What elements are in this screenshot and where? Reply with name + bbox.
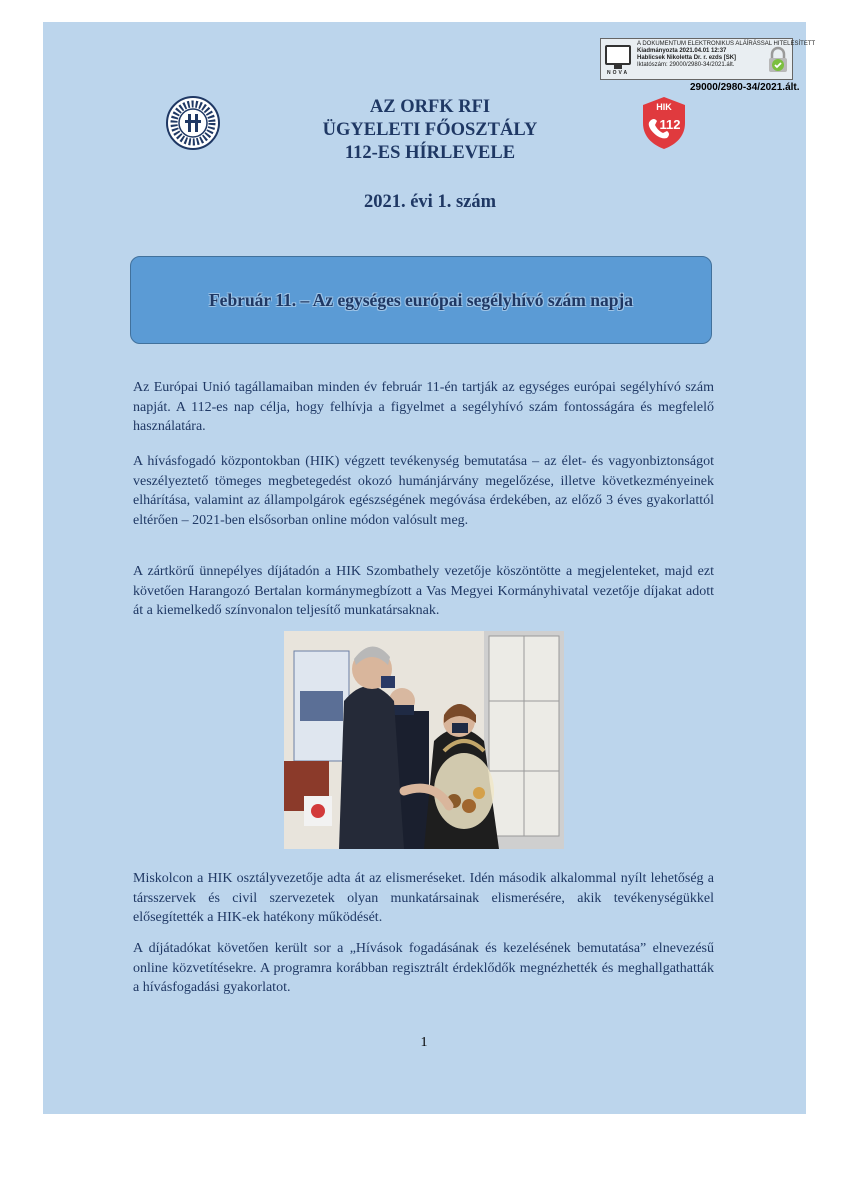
hik-112-text: 112 bbox=[659, 117, 681, 132]
header-line-2: ÜGYELETI FŐOSZTÁLY bbox=[322, 120, 538, 140]
award-ceremony-photo bbox=[284, 631, 564, 849]
padlock-check-icon bbox=[767, 47, 789, 73]
paragraph-2: A hívásfogadó központokban (HIK) végzett tevékenység bemutatása – az élet- és vagyonbiztonságot veszélyeztető tömeges megbetegedést okozó humánjárvány megelőzése, illetve következményeinek elhárítása, valamint az állampolgárok egészségének megóvása érdekében, az előző 3 éves gyakorlattól eltérően – 2021-ben elsősorban online módon valósult meg. bbox=[133, 454, 714, 528]
stamp-brand: NOVA bbox=[607, 70, 630, 76]
page-number: 1 bbox=[420, 1035, 428, 1050]
informatics-department-logo bbox=[166, 96, 220, 150]
reference-number: 29000/2980-34/2021.ált. bbox=[690, 82, 800, 93]
paragraph-1: Az Európai Unió tagállamaiban minden év február 11-én tartják az egységes európai segélyhívó szám napját. A 112-es nap célja, hogy felhívja a figyelmet a segélyhívó szám fontosságára és megfelelő használatára. bbox=[133, 380, 714, 434]
header-line-3: 112-ES HÍRLEVELE bbox=[344, 143, 516, 163]
hik-112-logo bbox=[640, 95, 688, 151]
newsletter-header bbox=[230, 96, 630, 165]
hik-badge-text: HIK bbox=[656, 102, 672, 112]
stamp-line-2: Kiadmányozta 2021.04.01 12:37 bbox=[637, 48, 727, 54]
banner-title: Február 11. – Az egységes európai segélyhívó szám napja bbox=[208, 289, 634, 310]
e-signature-stamp bbox=[600, 38, 816, 80]
paragraph-5: A díjátadókat követően került sor a „Hívások fogadásának és kezelésének bemutatása” elnevezésű online közvetítésekre. A programra korábban regisztrált érdeklődők megnézhették és meghallgathatták a hívásfogadási gyakorlatot. bbox=[133, 941, 714, 995]
title-banner bbox=[130, 256, 712, 344]
issue-number: 2021. évi 1. szám bbox=[363, 192, 497, 212]
monitor-icon bbox=[605, 45, 631, 65]
paragraph-3: A zártkörű ünnepélyes díjátadón a HIK Szombathely vezetője köszöntötte a megjelenteket, majd ezt követően Harangozó Bertalan kormánymegbízott a Vas Megyei Kormányhivatal vezetője díjakat adott át a kiemelkedő színvonalon teljesítő munkatársaknak. bbox=[133, 564, 714, 618]
header-line-1: AZ ORFK RFI bbox=[369, 97, 491, 117]
paragraph-4: Miskolcon a HIK osztályvezetője adta át az elismeréseket. Idén második alkalommal nyílt lehetőség a társszervek és civil szervezetek olyan munkatársainak elismerésére, akik tevékenységükkel elősegítették a HIK-ek hatékony működését. bbox=[133, 871, 714, 925]
stamp-line-1: A DOKUMENTUM ELEKTRONIKUS ALÁÍRÁSSAL HITELESÍTETT bbox=[637, 41, 816, 47]
stamp-line-4: Iktatószám: 29000/2980-34/2021.ált. bbox=[637, 62, 735, 68]
stamp-line-3: Hablicsek Nikoletta Dr. r. ezds [SK] bbox=[637, 55, 737, 61]
